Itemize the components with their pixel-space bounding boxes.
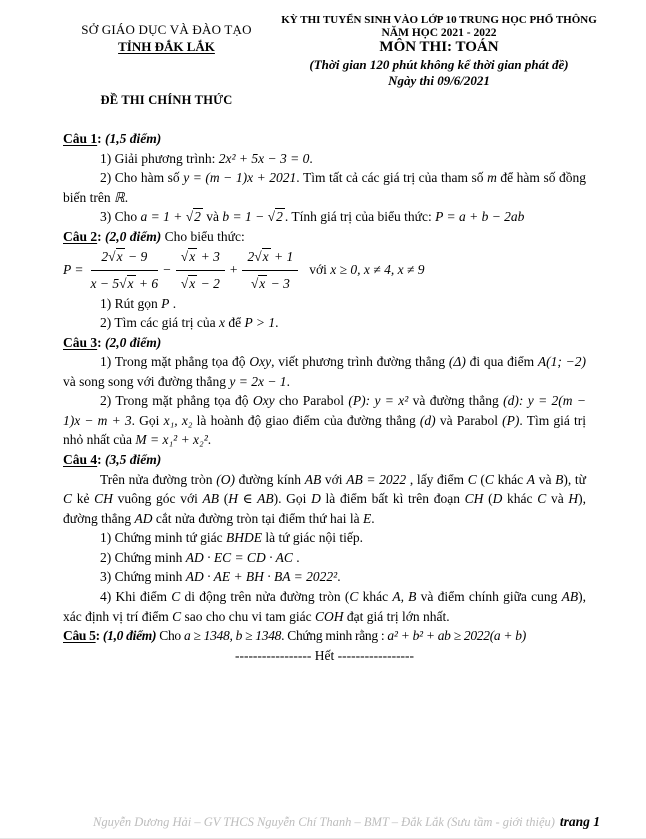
math-run: + 1 xyxy=(270,249,294,265)
bold-run: : xyxy=(97,131,106,146)
department-name: SỞ GIÁO DỤC VÀ ĐÀO TẠO xyxy=(81,22,252,37)
math-run: x xyxy=(218,315,225,331)
bold-italic-run: (2,0 điểm) xyxy=(105,228,162,244)
subject-title: MÔN THI: TOÁN xyxy=(379,39,499,55)
math-run: (d) xyxy=(419,412,436,428)
radical-sign: √ xyxy=(180,249,189,265)
question-label: Câu 5 xyxy=(63,628,96,644)
math-run: COH xyxy=(314,608,344,624)
math-run: (O) xyxy=(216,471,235,487)
bold-italic-run: (1,5 điểm) xyxy=(105,131,162,146)
radical-sign: √ xyxy=(108,249,116,265)
text-run: 1) Chứng minh tứ giác xyxy=(100,530,226,546)
fraction xyxy=(91,246,159,293)
radical-expression xyxy=(181,248,197,264)
math-run: C xyxy=(171,588,181,604)
radical-expression xyxy=(108,248,124,264)
math-run: b = 1 − xyxy=(222,209,268,225)
math-run: A xyxy=(526,471,536,487)
radical-sign: √ xyxy=(254,249,262,265)
math-run: C xyxy=(484,471,494,487)
text-run: , viết phương trình đường thẳng xyxy=(271,354,449,370)
math-run: a² + b² + ab ≥ 2022(a + b) xyxy=(387,628,526,644)
math-run: y = (m − 1)x + 2021 xyxy=(183,170,297,186)
math-run: A(1; −2) xyxy=(537,354,586,370)
text-run: . Gọi xyxy=(131,412,164,428)
fraction xyxy=(242,246,298,293)
question-item xyxy=(63,567,586,587)
text-run: ( xyxy=(476,471,485,487)
text-run: , lấy điểm xyxy=(406,471,468,487)
text-run: là điểm bất kì trên đoạn xyxy=(320,491,465,507)
math-formula xyxy=(63,246,586,293)
text-run: Cho xyxy=(156,628,184,644)
math-run: P > 1 xyxy=(244,315,276,331)
math-run: C xyxy=(172,608,182,624)
text-run: và xyxy=(546,491,569,507)
radical-expression xyxy=(119,275,135,291)
formula-operator: − xyxy=(163,262,171,278)
math-run: x₁, x₂ xyxy=(163,412,193,428)
text-run: và đường thẳng xyxy=(408,393,504,409)
math-run: AB xyxy=(202,491,220,507)
radicand: x xyxy=(189,249,196,265)
math-run: H ∈ AB xyxy=(228,491,274,507)
text-run: khác xyxy=(493,471,527,487)
text-run: 2) Tìm các giá trị của xyxy=(100,315,219,331)
text-run: . xyxy=(309,150,313,166)
end-marker xyxy=(63,646,586,666)
bold-run: : xyxy=(97,334,106,350)
bold-run: : xyxy=(95,628,103,644)
text-run: 2) Chứng minh xyxy=(100,549,186,565)
math-run: 2 xyxy=(247,249,255,265)
math-run: D xyxy=(492,491,503,507)
math-run: m xyxy=(487,170,497,186)
text-run: là hoành độ giao điểm của đường thẳng xyxy=(192,412,420,428)
text-run: 4) Khi điểm xyxy=(100,588,172,604)
math-run: AD · AE + BH · BA = 2022² xyxy=(185,569,338,585)
text-run: . Tìm giá trị nhỏ nhất của xyxy=(63,412,587,448)
math-run: − 2 xyxy=(197,275,220,291)
text-run: . xyxy=(275,315,279,331)
text-run: ( xyxy=(483,491,493,507)
question-heading xyxy=(63,333,586,353)
text-run: ), từ xyxy=(563,471,586,487)
exam-title: KỲ THI TUYỂN SINH VÀO LỚP 10 TRUNG HỌC PHỔ THÔNG xyxy=(281,14,597,26)
math-run: D xyxy=(311,491,321,507)
math-run: CH xyxy=(94,491,113,507)
question-paragraph xyxy=(63,470,586,529)
formula-condition xyxy=(309,260,424,280)
text-run: để hàm số đồng biến trên xyxy=(63,170,586,205)
text-run: 1) Giải phương trình: xyxy=(100,150,219,166)
question-heading xyxy=(63,227,586,247)
text-run: là tứ giác nội tiếp. xyxy=(262,530,364,546)
radical-expression xyxy=(186,208,203,224)
math-run: P = xyxy=(63,262,84,278)
fraction-numerator xyxy=(242,246,298,271)
bold-run: : xyxy=(97,228,106,244)
math-run: BHDE xyxy=(226,530,262,546)
math-run: 2 xyxy=(101,249,109,265)
formula-operator: + xyxy=(229,262,238,278)
footer-credit: Nguyễn Dương Hải – GV THCS Nguyễn Chí Thanh – BMT – Đắk Lắk (Sưu tầm - giới thiệu) xyxy=(93,815,555,829)
math-run: C xyxy=(537,491,547,507)
header-right-block xyxy=(270,14,608,108)
text-run: 2) Trong mặt phẳng tọa độ xyxy=(100,393,253,409)
bold-run: : xyxy=(97,452,106,467)
text-run: và xyxy=(535,471,556,487)
math-run: ℝ xyxy=(113,189,125,205)
text-run: đạt giá trị lớn nhất. xyxy=(343,608,450,624)
math-run: x − 5 xyxy=(90,275,120,291)
text-run: . Chứng minh rằng : xyxy=(281,628,388,644)
radical-expression xyxy=(181,275,197,291)
text-run: ----------------- Hết ----------------- xyxy=(234,647,415,663)
text-run: . Tính giá trị của biểu thức: xyxy=(284,209,436,225)
math-run: E xyxy=(363,510,372,526)
question-paragraph xyxy=(63,352,586,391)
radical-sign: √ xyxy=(119,275,127,291)
radical-expression xyxy=(254,248,270,264)
header-left-block xyxy=(63,14,270,108)
question-label: Câu 3 xyxy=(63,334,98,350)
question-item xyxy=(63,548,586,568)
text-run: và xyxy=(202,209,223,225)
math-run: CH xyxy=(464,491,484,507)
math-run: + 6 xyxy=(135,275,159,291)
math-run: − 3 xyxy=(267,275,290,291)
text-run: đường kính xyxy=(234,471,305,487)
text-run: khác xyxy=(358,588,393,604)
text-run: ). Gọi xyxy=(273,491,312,507)
question-label: Câu 1 xyxy=(63,131,98,146)
question-item xyxy=(63,149,586,169)
exam-duration: (Thời gian 120 phút không kể thời gian phát đề) xyxy=(309,57,569,72)
text-run: kẻ xyxy=(72,491,95,507)
page-number: trang 1 xyxy=(559,814,600,829)
fraction-denominator xyxy=(242,271,298,294)
math-run: − 9 xyxy=(124,249,148,265)
fraction xyxy=(176,246,225,293)
page-footer xyxy=(63,814,600,830)
math-run: B xyxy=(555,471,564,487)
text-run: với xyxy=(309,262,331,278)
math-run: y = 2x − 1 xyxy=(229,373,287,389)
text-run: . xyxy=(371,510,375,526)
question-item xyxy=(63,294,586,314)
question-label: Câu 4 xyxy=(63,452,98,467)
radicand: x xyxy=(259,275,266,291)
radical-sign: √ xyxy=(180,275,189,291)
exam-body xyxy=(63,129,586,665)
school-year: NĂM HỌC 2021 - 2022 xyxy=(381,27,497,39)
math-run: AB xyxy=(304,471,322,487)
radicand: x xyxy=(116,249,123,265)
radical-expression xyxy=(251,275,267,291)
math-run: Oxy xyxy=(252,393,275,409)
math-run: (P) xyxy=(502,412,520,428)
text-run: với xyxy=(321,471,347,487)
text-run: ( xyxy=(219,491,229,507)
math-run: C xyxy=(63,491,73,507)
exam-date: Ngày thi 09/6/2021 xyxy=(388,73,490,88)
math-run: (Δ) xyxy=(448,354,466,370)
text-run: . xyxy=(292,549,300,565)
math-run: H xyxy=(568,491,579,507)
bold-italic-run: (2,0 điểm) xyxy=(105,334,162,350)
math-run: C xyxy=(467,471,477,487)
math-run: AB = 2022 xyxy=(346,471,407,487)
math-run: Oxy xyxy=(249,354,272,370)
text-run: . xyxy=(337,569,341,585)
question-heading xyxy=(63,129,586,149)
text-run: . xyxy=(286,373,290,389)
question-paragraph xyxy=(63,391,586,450)
text-run: di động trên nửa đường tròn ( xyxy=(180,588,350,604)
math-run: 2x² + 5x − 3 = 0 xyxy=(218,150,310,166)
radicand: x xyxy=(262,249,269,265)
text-run: 3) Cho xyxy=(100,209,141,225)
text-run: cho Parabol xyxy=(274,393,349,409)
question-heading xyxy=(63,450,586,470)
bold-italic-run: (3,5 điểm) xyxy=(105,452,162,467)
text-run: ), đường thẳng xyxy=(63,491,586,526)
math-run: AB xyxy=(561,588,579,604)
radicand: 2 xyxy=(276,209,283,225)
text-run: Trên nửa đường tròn xyxy=(100,471,217,487)
radical-sign: √ xyxy=(250,275,259,291)
math-run: C xyxy=(349,588,359,604)
math-run: x ≥ 0, x ≠ 4, x ≠ 9 xyxy=(330,262,425,278)
fraction-denominator xyxy=(91,271,159,294)
radicand: 2 xyxy=(194,209,201,225)
text-run: cắt nửa đường tròn tại điểm thứ hai là xyxy=(152,510,363,526)
text-run: . xyxy=(124,189,129,205)
text-run: và song song với đường thẳng xyxy=(63,373,230,389)
text-run: sao cho chu vi tam giác xyxy=(181,608,315,624)
text-run: 1) Rút gọn xyxy=(100,295,162,311)
math-run: A, B xyxy=(392,588,417,604)
math-run: AD · EC = CD · AC xyxy=(185,549,293,565)
math-run: M = x₁² + x₂² xyxy=(135,432,208,448)
math-run: + 3 xyxy=(197,249,220,265)
page-content xyxy=(63,14,597,665)
text-run: vuông góc với xyxy=(112,491,203,507)
text-run: ), xác định vị trí điểm xyxy=(63,588,586,624)
text-run: và điểm chính giữa cung xyxy=(416,588,562,604)
question-paragraph xyxy=(63,587,586,626)
math-run: a = 1 + xyxy=(140,209,186,225)
text-run: khác xyxy=(502,491,538,507)
radicand: x xyxy=(189,275,196,291)
math-run: P xyxy=(161,295,170,311)
text-run: đi qua điểm xyxy=(465,354,538,370)
math-run: (d): y = 2(m − 1)x − m + 3 xyxy=(63,393,586,428)
province-name: TỈNH ĐẮK LẮK xyxy=(118,39,215,54)
math-run: AD xyxy=(134,510,153,526)
text-run: . xyxy=(207,432,212,448)
radicand: x xyxy=(127,275,134,291)
math-run: (P): y = x² xyxy=(348,393,409,409)
question-item xyxy=(63,313,586,333)
exam-header xyxy=(63,14,608,108)
text-run: 1) Trong mặt phẳng tọa độ xyxy=(100,354,250,370)
radical-sign: √ xyxy=(185,209,194,225)
fraction-numerator xyxy=(176,246,225,271)
question-label: Câu 2 xyxy=(63,228,98,244)
math-run: P = a + b − 2ab xyxy=(435,209,525,225)
fraction-numerator xyxy=(91,246,159,271)
question-item xyxy=(63,528,586,548)
radical-sign: √ xyxy=(267,209,276,225)
text-run: . Tìm tất cả các giá trị của tham số xyxy=(296,170,488,186)
radical-expression xyxy=(268,208,285,224)
math-run: a ≥ 1348, b ≥ 1348 xyxy=(183,628,282,644)
fraction-denominator xyxy=(176,271,225,294)
question-heading xyxy=(63,626,586,646)
text-run: . xyxy=(169,295,177,311)
question-paragraph xyxy=(63,168,586,207)
text-run: 3) Chứng minh xyxy=(100,569,186,585)
text-run: và Parabol xyxy=(435,412,503,428)
question-item xyxy=(63,207,586,227)
official-exam-label: ĐỀ THI CHÍNH THỨC xyxy=(100,93,233,107)
text-run: để xyxy=(224,315,245,331)
formula-lhs xyxy=(63,260,84,280)
text-run: Cho biểu thức: xyxy=(161,228,245,244)
text-run: 2) Cho hàm số xyxy=(100,170,184,186)
bold-italic-run: (1,0 điểm) xyxy=(102,628,157,644)
